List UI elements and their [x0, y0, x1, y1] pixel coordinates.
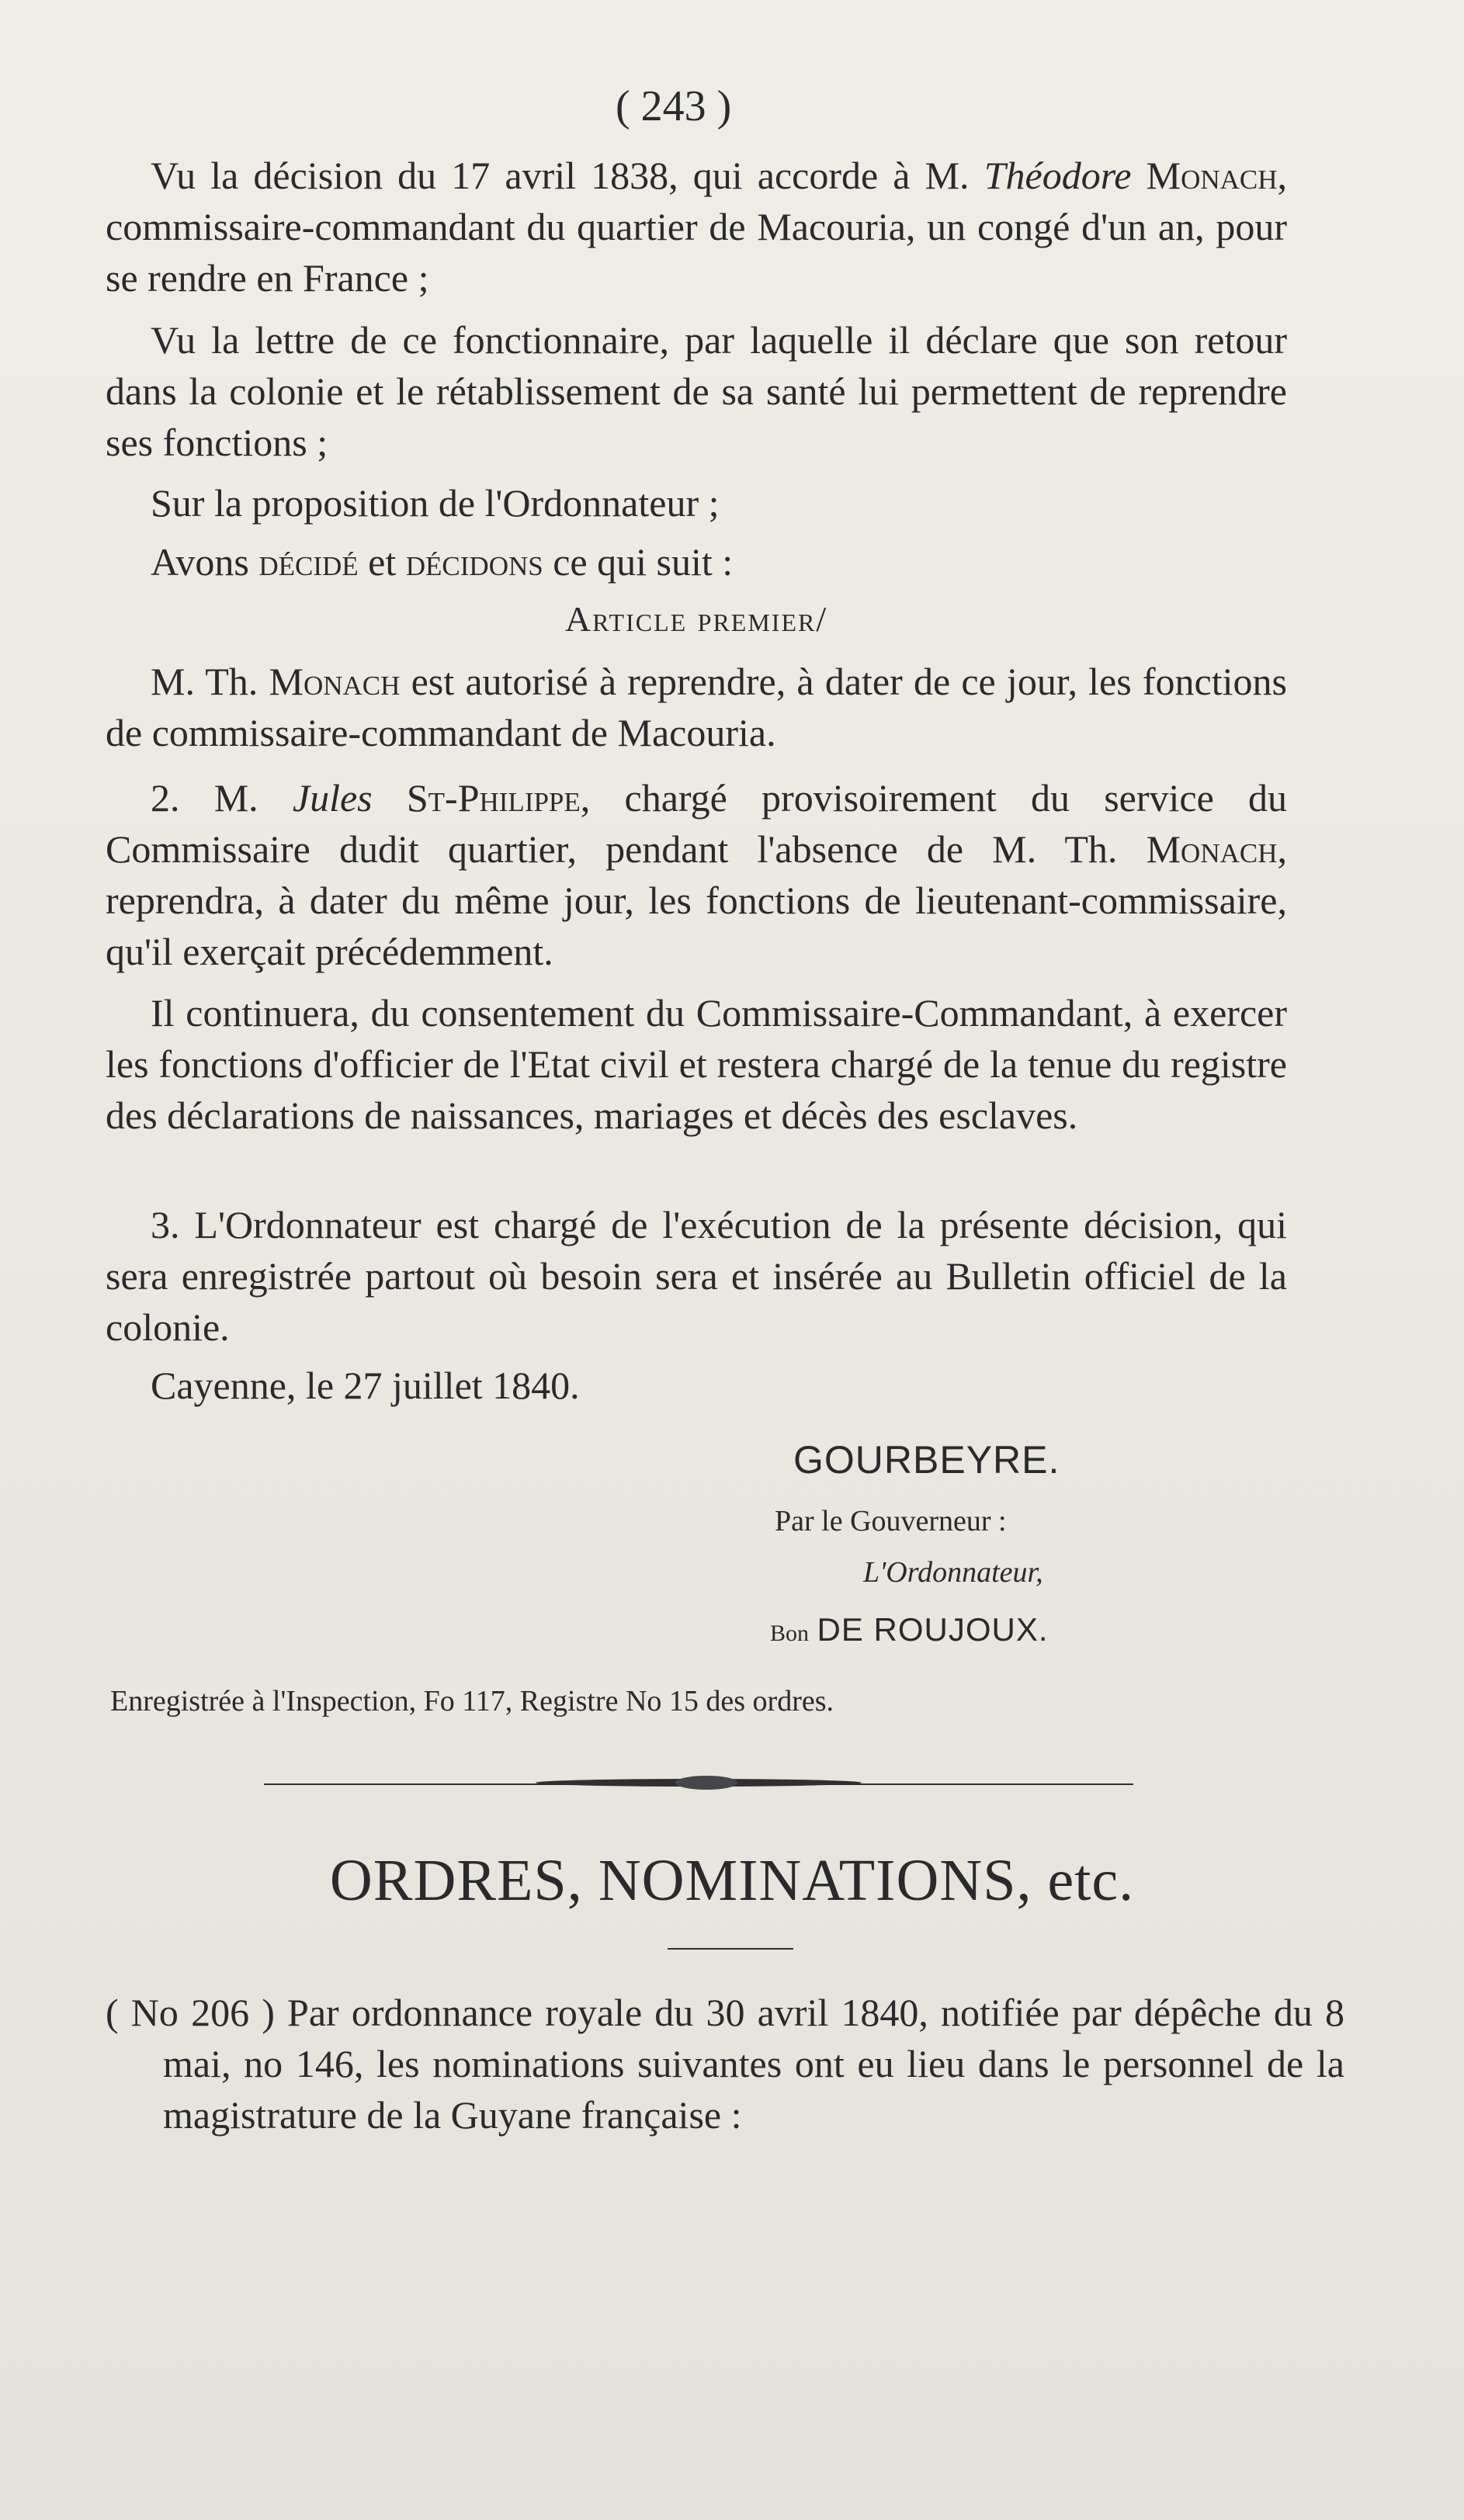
text-run: , commissaire-commandant du quartier de Macouria, un congé d'un an, pour se rendre en France ; [106, 154, 1288, 300]
signature-byline: Par le Gouverneur : [775, 1505, 1007, 1537]
registration-note: Enregistrée à l'Inspection, Fo 117, Registre No 15 des ordres. [110, 1685, 834, 1718]
person-surname: Monach [269, 660, 401, 703]
article-2 [106, 772, 1287, 977]
text-run: , reprendra, à dater du même jour, les fonctions de lieutenant-commissaire, qu'il exerçait précédemment. [106, 827, 1287, 973]
text-run: Avons [151, 540, 259, 584]
paragraph-proposal: Sur la proposition de l'Ordonnateur ; [151, 481, 720, 525]
ornament-knot [675, 1776, 737, 1790]
text-run: et [358, 540, 406, 584]
signature-signer [770, 1611, 1049, 1649]
signature-governor: GOURBEYRE. [793, 1438, 1060, 1482]
article-3: 3. L'Ordonnateur est chargé de l'exécution de la présente décision, qui sera enregistrée partout où besoin sera et insérée au Bulletin officiel de la colonie. [106, 1203, 1287, 1349]
person-surname: Monach [1146, 154, 1278, 197]
text-run: , chargé provisoirement du service du Commissaire dudit quartier, pendant l'absence de M. Th. [106, 776, 1287, 871]
paragraph-letter: Vu la lettre de ce fonctionnaire, par laquelle il déclare que son retour dans la colonie et le rétablissement de sa santé lui permettent de reprendre ses fonctions ; [106, 318, 1287, 464]
text-run: ce qui suit : [543, 540, 734, 584]
paragraph-decided [151, 536, 1287, 588]
text-run: 2. M. [151, 776, 293, 820]
section-heading: ORDRES, NOMINATIONS, etc. [329, 1848, 1135, 1913]
text-run: Vu la décision du 17 avril 1838, qui accorde à M. [151, 154, 984, 197]
person-surname: Monach [1146, 827, 1278, 871]
text-run: décidé [258, 540, 359, 584]
person-surname: St-Philippe [406, 776, 581, 820]
nomination-number: ( No 206 ) [106, 1991, 275, 2034]
paragraph-decision-ref [106, 150, 1287, 303]
text-run: est autorisé à reprendre, à dater de ce jour, les fonctions de commissaire-commandant de Macouria. [106, 660, 1287, 754]
date-place: Cayenne, le 27 juillet 1840. [151, 1364, 580, 1407]
page-number: ( 243 ) [616, 82, 732, 130]
article-1 [106, 656, 1287, 758]
signer-title: Bon [770, 1620, 810, 1646]
signature-role: L'Ordonnateur, [863, 1556, 1043, 1589]
heading-rule [668, 1948, 793, 1950]
text-run: décidons [405, 540, 543, 584]
text-run: M. Th. [151, 660, 269, 703]
nomination-paragraph [106, 1987, 1344, 2140]
nomination-text: Par ordonnance royale du 30 avril 1840, notifiée par dépêche du 8 mai, no 146, les nominations suivantes ont eu lieu dans le personnel de la magistrature de la Guyane française : [163, 1991, 1344, 2137]
article-heading: Article premier/ [564, 599, 828, 639]
paragraph-civil-status: Il continuera, du consentement du Commissaire-Commandant, à exercer les fonctions d'officier de l'Etat civil et restera chargé de la tenue du registre des déclarations de naissances, mariages et décès des esclaves. [106, 991, 1287, 1137]
signer-name: DE ROUJOUX. [817, 1611, 1049, 1648]
person-firstname: Théodore [984, 154, 1132, 197]
person-firstname: Jules [292, 776, 373, 820]
